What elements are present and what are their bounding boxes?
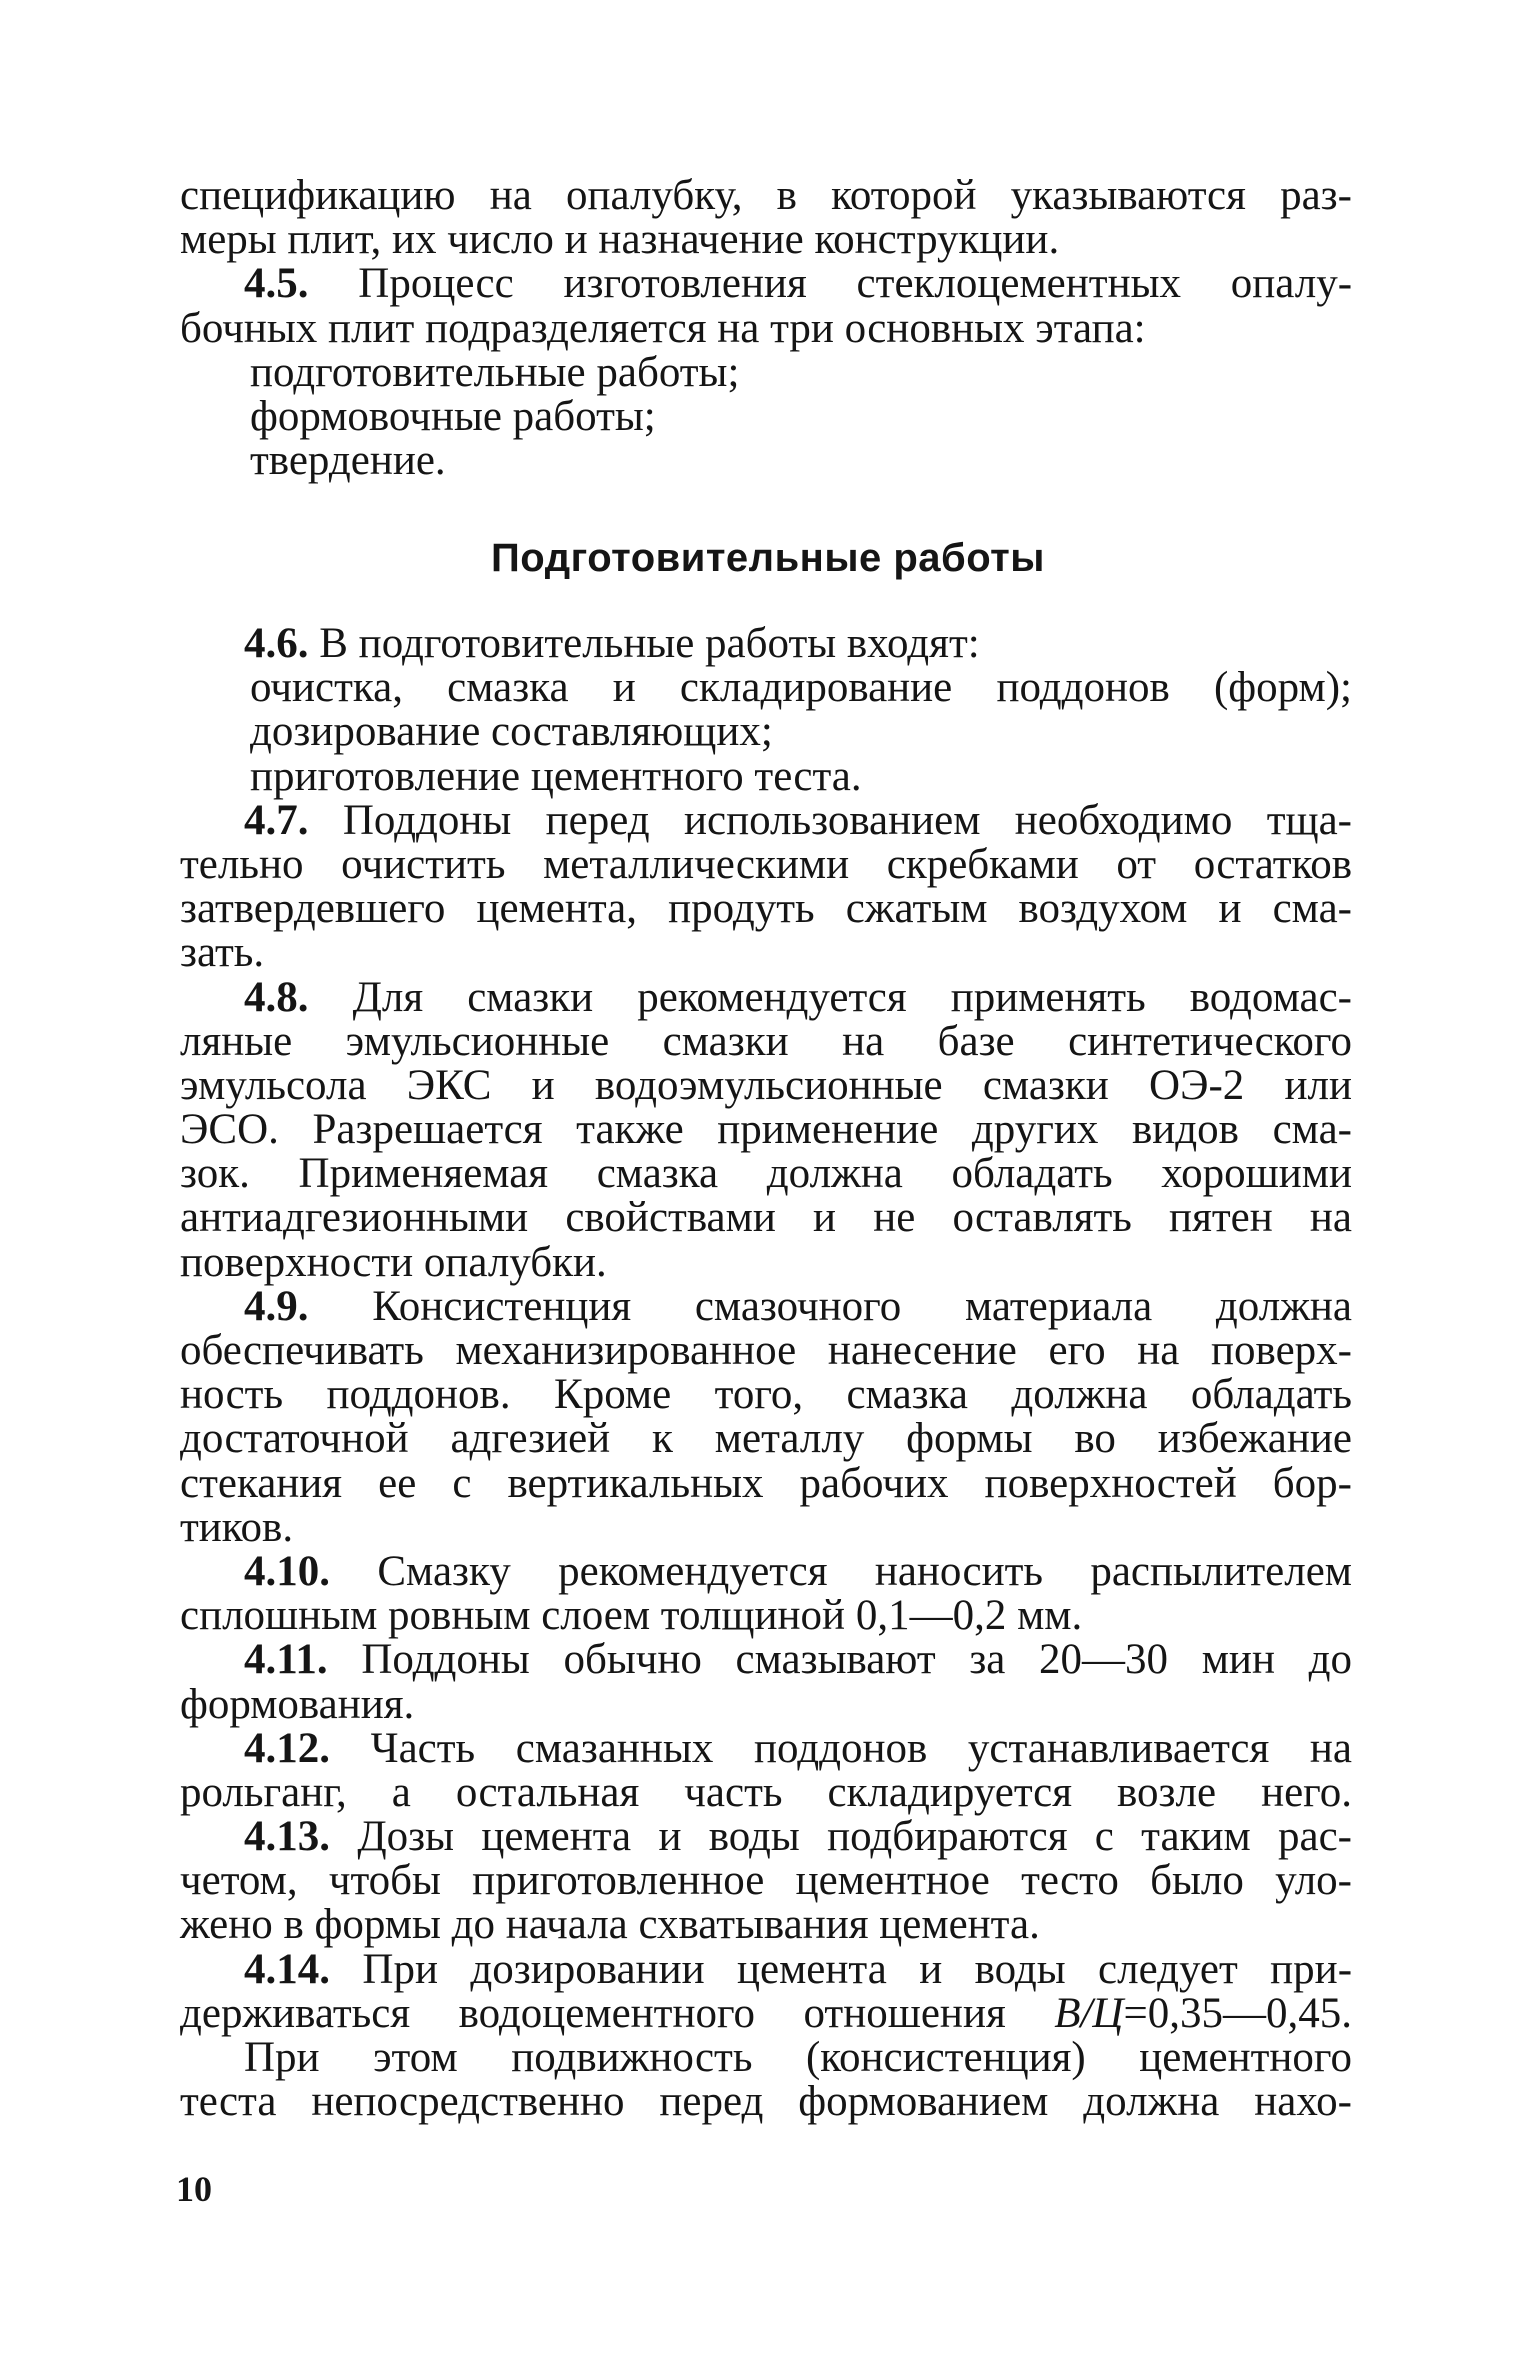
paragraph-4-7-first-line — [180, 796, 1353, 844]
lower-text-block — [180, 622, 1352, 2124]
list-item: дозирование составляющих; — [250, 708, 773, 756]
text-line: Поддоны обычно смазывают за 20—30 мин до — [361, 1636, 1353, 1684]
text-line: Смазку рекомендуется наносить распылителем — [377, 1547, 1353, 1595]
clause-number: 4.9. — [244, 1282, 309, 1330]
text-line: При дозировании цемента и воды следует при- — [362, 1945, 1353, 1993]
text-line: антиадгезионными свойствами и не оставлять пятен на — [180, 1194, 1352, 1242]
clause-number: 4.8. — [244, 973, 309, 1021]
paragraph-4-6-first-line — [180, 622, 1352, 666]
formula-symbol: В/Ц — [1054, 1989, 1124, 2037]
text-line: Для смазки рекомендуется применять водомас- — [352, 973, 1353, 1021]
text-line: сплошным ровным слоем толщиной 0,1—0,2 мм. — [180, 1592, 1083, 1640]
text-line: ность поддонов. Кроме того, смазка должна обладать — [180, 1371, 1352, 1419]
text-line: стекания ее с вертикальных рабочих поверхностей бор- — [180, 1459, 1352, 1507]
text-line: Часть смазанных поддонов устанавливается на — [370, 1724, 1352, 1772]
paragraph-4-13-first-line — [180, 1815, 1352, 1859]
text-line: тельно очистить металлическими скребками от остатков — [180, 840, 1352, 888]
text-line: меры плит, их число и назначение конструкции. — [180, 216, 1060, 264]
list-item: подготовительные работы; — [250, 348, 740, 396]
clause-number: 4.11. — [244, 1636, 328, 1684]
text-line: Поддоны перед использованием необходимо тща- — [342, 796, 1353, 844]
paragraph-4-10-first-line — [180, 1547, 1353, 1595]
list-item: формовочные работы; — [250, 392, 656, 440]
clause-number: 4.10. — [244, 1547, 330, 1595]
clause-number: 4.5. — [244, 260, 309, 308]
text-line: обеспечивать механизированное нанесение его на поверх- — [180, 1327, 1352, 1374]
text-line: достаточной адгезией к металлу формы во избежание — [180, 1415, 1352, 1463]
text-line: При этом подвижность (консистенция) цементного — [244, 2034, 1352, 2081]
text-line: тиков. — [180, 1503, 294, 1551]
upper-text-block — [180, 174, 1352, 483]
clause-number: 4.13. — [244, 1813, 330, 1861]
clause-number: 4.6. — [244, 620, 309, 667]
text-line: эмульсола ЭКС и водоэмульсионные смазки ОЭ-2 или — [180, 1061, 1352, 1109]
text-line: бочных плит подразделяется на три основных этапа: — [180, 304, 1146, 352]
formula-value: =0,35—0,45. — [1123, 1989, 1352, 2037]
list-item: очистка, смазка и складирование поддонов (форм); — [250, 664, 1352, 712]
text-line: В подготовительные работы входят: — [319, 620, 980, 667]
text-line: ляные эмульсионные смазки на базе синтетического — [180, 1017, 1352, 1065]
text-line: рольганг, а остальная часть складируется возле него. — [180, 1768, 1352, 1816]
text-line: держиваться водоцементного отношения — [180, 1989, 1006, 2037]
paragraph-4-8-first-line — [180, 973, 1353, 1021]
text-line: поверхности опалубки. — [180, 1238, 607, 1286]
text-line: зок. Применяемая смазка должна обладать хорошими — [180, 1150, 1352, 1198]
text-line: затвердевшего цемента, продуть сжатым воздухом и сма- — [180, 885, 1352, 933]
text-line: жено в формы до начала схватывания цемента. — [180, 1901, 1040, 1949]
paragraph-4-5-first-line — [180, 262, 1352, 306]
clause-number: 4.14. — [244, 1945, 330, 1993]
list-item: твердение. — [250, 437, 446, 485]
text-line: спецификацию на опалубку, в которой указываются раз- — [180, 172, 1352, 219]
paragraph-4-14-first-line — [180, 1945, 1353, 1993]
paragraph-4-14-formula-line — [180, 1989, 1352, 2037]
text-line: четом, чтобы приготовленное цементное тесто было уло- — [180, 1857, 1352, 1905]
section-heading: Подготовительные работы — [491, 536, 1045, 580]
text-line: ЭСО. Разрешается также применение других видов сма- — [180, 1106, 1352, 1154]
paragraph-4-11-first-line — [180, 1638, 1352, 1682]
text-line: формования. — [180, 1680, 415, 1728]
text-line: Процесс изготовления стеклоцементных опалу- — [358, 260, 1353, 308]
clause-number: 4.12. — [244, 1724, 330, 1772]
page-number: 10 — [176, 2169, 212, 2209]
text-line: Дозы цемента и воды подбираются с таким рас- — [357, 1813, 1352, 1861]
clause-number: 4.7. — [244, 796, 309, 844]
text-line: зать. — [180, 929, 265, 977]
text-line: теста непосредственно перед формованием должна нахо- — [180, 2078, 1352, 2126]
paragraph-4-9-first-line — [180, 1282, 1352, 1330]
text-line: Консистенция смазочного материала должна — [372, 1282, 1352, 1330]
list-item: приготовление цементного теста. — [250, 752, 862, 800]
paragraph-4-12-first-line — [180, 1724, 1352, 1772]
